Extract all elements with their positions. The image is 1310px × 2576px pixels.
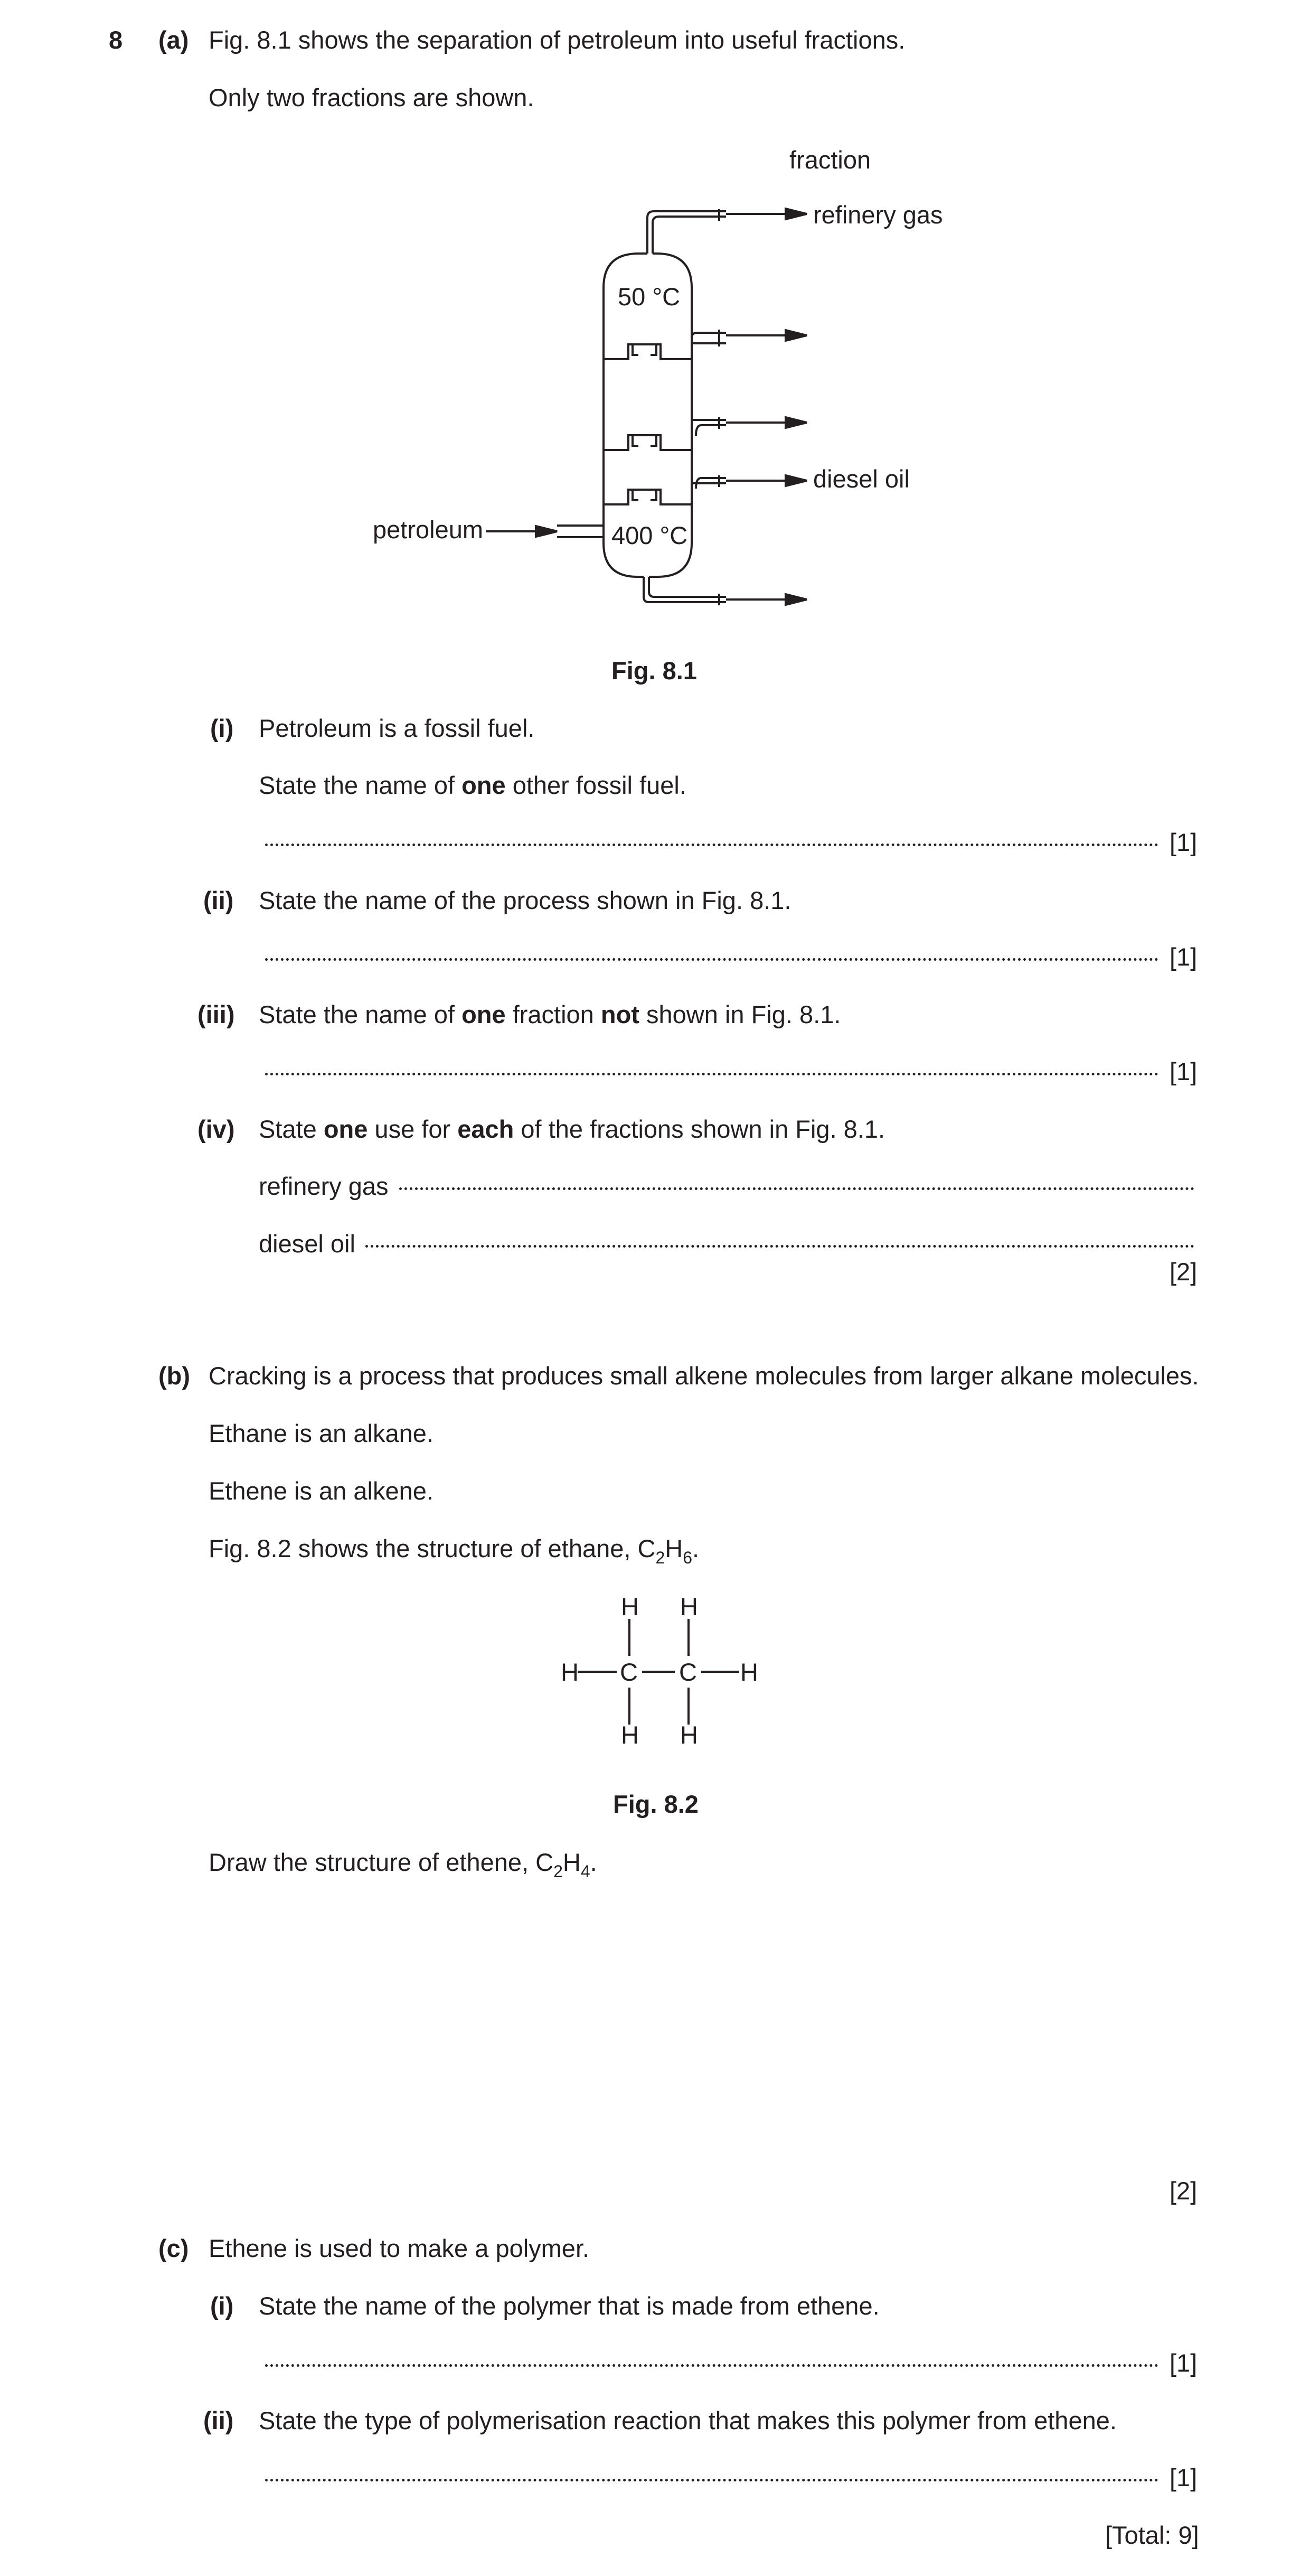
answer-line-diesel-oil[interactable] (365, 1245, 1194, 1248)
part-a-label: (a) (158, 26, 189, 54)
ethane-structure-diagram (0, 1579, 1310, 1791)
part-c-intro: Ethene is used to make a polymer. (209, 2234, 590, 2262)
temperature-top-label: 50 °C (618, 283, 681, 311)
marks-c-ii: [1] (1170, 2463, 1198, 2491)
marks-a-ii: [1] (1170, 943, 1198, 971)
part-a-ii-text: State the name of the process shown in Fig. 8.1. (259, 886, 791, 914)
ethane-h-top-right: H (680, 1593, 698, 1620)
part-a-ii-label: (ii) (203, 886, 234, 914)
ethane-c-right: C (679, 1658, 697, 1686)
part-c-ii-label: (ii) (203, 2406, 234, 2434)
answer-line-refinery-gas[interactable] (399, 1187, 1194, 1190)
answer-line-c-ii[interactable] (265, 2479, 1158, 2481)
part-c-i-label: (i) (210, 2292, 234, 2320)
part-c-ii-text: State the type of polymerisation reaction that makes this polymer from ethene. (259, 2406, 1117, 2434)
total-marks: [Total: 9] (1105, 2521, 1199, 2549)
petroleum-label: petroleum (373, 516, 483, 544)
part-a-iii-label: (iii) (197, 1000, 235, 1028)
marks-b: [2] (1170, 2177, 1198, 2205)
part-a-intro: Fig. 8.1 shows the separation of petroleum into useful fractions. (209, 26, 906, 54)
part-b-line3: Ethene is an alkene. (209, 1477, 433, 1505)
marks-a-iii: [1] (1170, 1057, 1198, 1085)
ethane-h-left: H (561, 1658, 579, 1686)
part-a-i-line1: Petroleum is a fossil fuel. (259, 714, 535, 742)
part-a-i-label: (i) (210, 714, 234, 742)
part-b-draw-instruction: Draw the structure of ethene, $C_2H_4$. (209, 1848, 597, 1881)
part-b-line4: Fig. 8.2 shows the structure of ethane, $C_2H_6$. (209, 1534, 700, 1567)
ethane-h-right: H (740, 1658, 758, 1686)
ethane-c-left: C (620, 1658, 638, 1686)
temperature-bottom-label: 400 °C (611, 521, 688, 549)
part-a-i-line2: State the name of one other fossil fuel. (259, 771, 686, 799)
figure-8-1-caption: Fig. 8.1 (611, 657, 697, 685)
question-number: 8 (109, 26, 123, 54)
part-c-label: (c) (158, 2234, 189, 2262)
answer-line-a-ii[interactable] (265, 958, 1158, 961)
answer-line-a-iii[interactable] (265, 1073, 1158, 1075)
part-a-iv-text: State one use for each of the fractions shown in Fig. 8.1. (259, 1115, 885, 1143)
ethane-h-bottom-right: H (680, 1721, 698, 1749)
part-a-iv-label: (iv) (197, 1115, 235, 1143)
part-b-line2: Ethane is an alkane. (209, 1419, 433, 1447)
marks-a-iv: [2] (1170, 1258, 1198, 1286)
ethane-h-top-left: H (621, 1593, 639, 1620)
marks-a-i: [1] (1170, 828, 1198, 856)
answer-line-a-i[interactable] (265, 844, 1158, 846)
answer-line-c-i[interactable] (265, 2364, 1158, 2367)
fraction-heading: fraction (789, 146, 871, 174)
part-a-iii-text: State the name of one fraction not shown in Fig. 8.1. (259, 1000, 841, 1028)
marks-c-i: [1] (1170, 2349, 1198, 2377)
figure-8-2-caption: Fig. 8.2 (613, 1790, 699, 1818)
part-b-line1: Cracking is a process that produces small alkene molecules from larger alkane molecules. (209, 1362, 1199, 1390)
part-c-i-text: State the name of the polymer that is made from ethene. (259, 2292, 880, 2320)
diesel-oil-use-label: diesel oil (259, 1230, 355, 1258)
refinery-gas-label: refinery gas (813, 201, 943, 229)
ethane-h-bottom-left: H (621, 1721, 639, 1749)
refinery-gas-use-label: refinery gas (259, 1172, 389, 1200)
part-a-note: Only two fractions are shown. (209, 83, 534, 111)
drawing-answer-area[interactable] (209, 1891, 1191, 2166)
part-b-label: (b) (158, 1362, 191, 1390)
diesel-oil-label: diesel oil (813, 465, 910, 493)
